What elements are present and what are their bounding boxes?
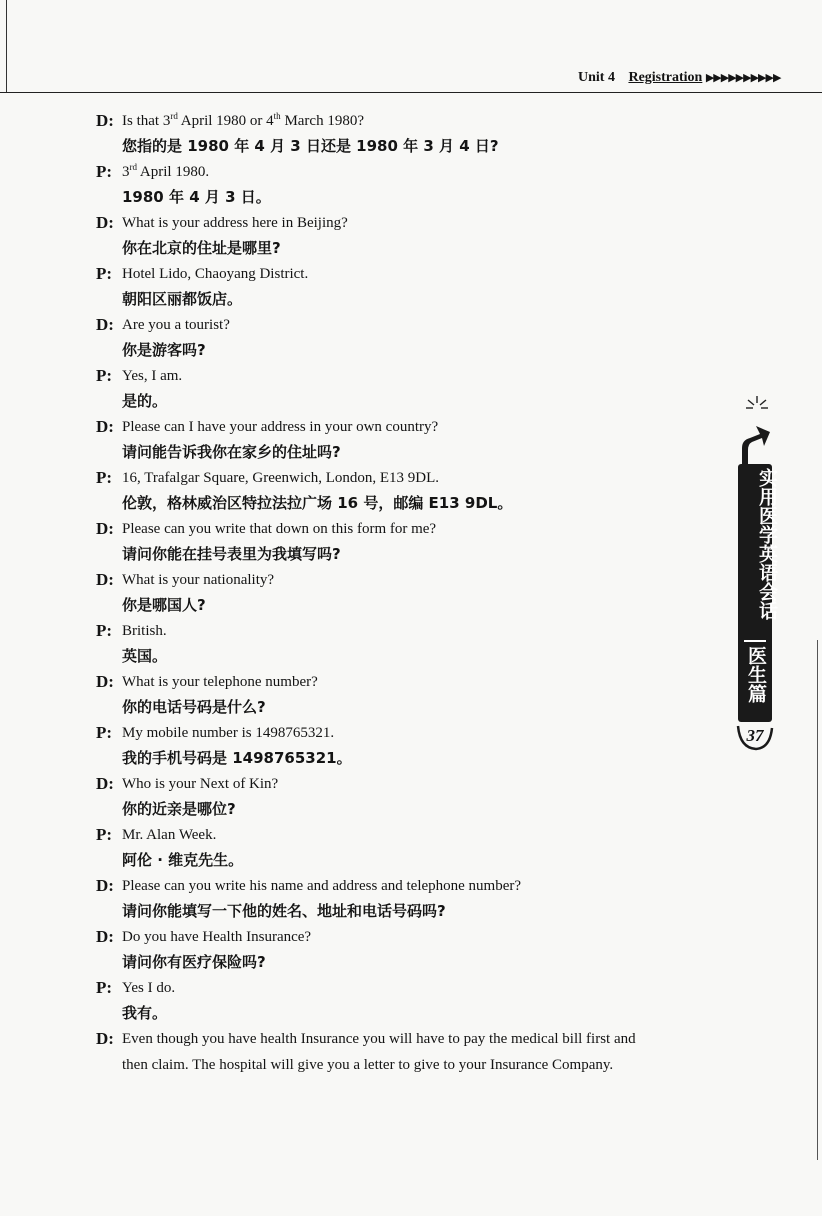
speaker-label: D:: [96, 570, 114, 589]
dialogue-line: [96, 873, 716, 924]
dialogue-line: [96, 312, 716, 363]
left-margin-rule: [6, 0, 7, 92]
english-text: Please can I have your address in your own country?: [122, 419, 439, 435]
dialogue-line: [96, 210, 716, 261]
dialogue-line: [96, 924, 716, 975]
english-text-continued: then claim. The hospital will give you a letter to give to your Insurance Company.: [122, 1057, 614, 1073]
dialogue-line: [96, 261, 716, 312]
chinese-translation: 伦敦，格林威治区特拉法拉广场 16 号，邮编 E13 9DL。: [122, 494, 513, 512]
speaker-label: D:: [96, 1029, 114, 1048]
chinese-translation: 请问能告诉我你在家乡的住址吗?: [122, 443, 341, 461]
english-text: What is your telephone number?: [122, 674, 318, 690]
page-number: 37: [736, 722, 774, 750]
english-text: Even though you have health Insurance you will have to pay the medical bill first and: [122, 1031, 636, 1047]
speaker-label: D:: [96, 213, 114, 232]
chinese-translation: 我有。: [122, 1004, 168, 1022]
speaker-label: D:: [96, 111, 114, 130]
dialogue-line: [96, 771, 716, 822]
dialogue: [96, 108, 716, 1078]
english-text: Please can you write that down on this form for me?: [122, 521, 437, 537]
english-text: Mr. Alan Week.: [122, 827, 217, 843]
dialogue-line: [96, 363, 716, 414]
speaker-label: P:: [96, 621, 113, 640]
dialogue-line: [96, 159, 716, 210]
section-label: Registration: [628, 70, 703, 85]
english-text: Yes, I am.: [122, 368, 183, 384]
chinese-translation: 阿伦 · 维克先生。: [122, 851, 244, 869]
chinese-translation: 你的电话号码是什么?: [122, 698, 266, 716]
chinese-translation: 英国。: [122, 647, 168, 665]
arrow-decoration: ▶▶▶▶▶▶▶▶▶▶: [705, 72, 781, 84]
dialogue-line: [96, 975, 716, 1026]
right-margin-rule: [817, 640, 818, 1160]
running-header: [578, 70, 780, 86]
tab-divider: [744, 640, 766, 642]
dialogue-line: [96, 1026, 716, 1078]
speaker-label: D:: [96, 672, 114, 691]
english-text: Hotel Lido, Chaoyang District.: [122, 266, 309, 282]
dialogue-line: [96, 720, 716, 771]
speaker-label: D:: [96, 927, 114, 946]
speaker-label: P:: [96, 978, 113, 997]
book-title: 实用医学英语会话: [756, 468, 778, 620]
unit-label: Unit 4: [578, 70, 615, 85]
english-text: 3rd April 1980.: [122, 162, 210, 180]
english-text: What is your nationality?: [122, 572, 275, 588]
speaker-label: D:: [96, 417, 114, 436]
dialogue-line: [96, 108, 716, 159]
book-subtitle: 医生篇: [745, 646, 767, 703]
english-text: Are you a tourist?: [122, 317, 230, 333]
chinese-translation: 你在北京的住址是哪里?: [122, 239, 281, 257]
speaker-label: P:: [96, 468, 113, 487]
chinese-translation: 你的近亲是哪位?: [122, 800, 236, 818]
dialogue-line: [96, 567, 716, 618]
chinese-translation: 请问你能填写一下他的姓名、地址和电话号码吗?: [122, 902, 446, 920]
chinese-translation: 你是游客吗?: [122, 341, 206, 359]
chinese-translation: 是的。: [122, 392, 168, 410]
side-tab: [738, 464, 778, 722]
english-text: Do you have Health Insurance?: [122, 929, 312, 945]
chinese-translation: 朝阳区丽都饭店。: [122, 290, 243, 308]
speaker-label: D:: [96, 876, 114, 895]
dialogue-line: [96, 822, 716, 873]
chinese-translation: 请问你能在挂号表里为我填写吗?: [122, 545, 341, 563]
dialogue-line: [96, 669, 716, 720]
dialogue-line: [96, 618, 716, 669]
speaker-label: D:: [96, 519, 114, 538]
english-text: Yes I do.: [122, 980, 176, 996]
speaker-label: P:: [96, 825, 113, 844]
english-text: British.: [122, 623, 167, 639]
speaker-label: P:: [96, 366, 113, 385]
speaker-label: P:: [96, 264, 113, 283]
speaker-label: P:: [96, 162, 113, 181]
chinese-translation: 您指的是 1980 年 4 月 3 日还是 1980 年 3 月 4 日?: [122, 137, 499, 155]
chinese-translation: 请问你有医疗保险吗?: [122, 953, 266, 971]
dialogue-line: [96, 414, 716, 465]
english-text: 16, Trafalgar Square, Greenwich, London, E13 9DL.: [122, 470, 440, 486]
speaker-label: D:: [96, 315, 114, 334]
chinese-translation: 1980 年 4 月 3 日。: [122, 188, 271, 206]
english-text: Is that 3rd April 1980 or 4th March 1980?: [122, 111, 364, 129]
dialogue-line: [96, 516, 716, 567]
hook-arrow-icon: [736, 412, 776, 468]
speaker-label: P:: [96, 723, 113, 742]
speaker-label: D:: [96, 774, 114, 793]
chinese-translation: 我的手机号码是 1498765321。: [122, 749, 352, 767]
dialogue-line: [96, 465, 716, 516]
chinese-translation: 你是哪国人?: [122, 596, 206, 614]
english-text: Who is your Next of Kin?: [122, 776, 279, 792]
header-rule: [0, 92, 822, 93]
english-text: What is your address here in Beijing?: [122, 215, 348, 231]
english-text: My mobile number is 1498765321.: [122, 725, 335, 741]
english-text: Please can you write his name and address and telephone number?: [122, 878, 522, 894]
